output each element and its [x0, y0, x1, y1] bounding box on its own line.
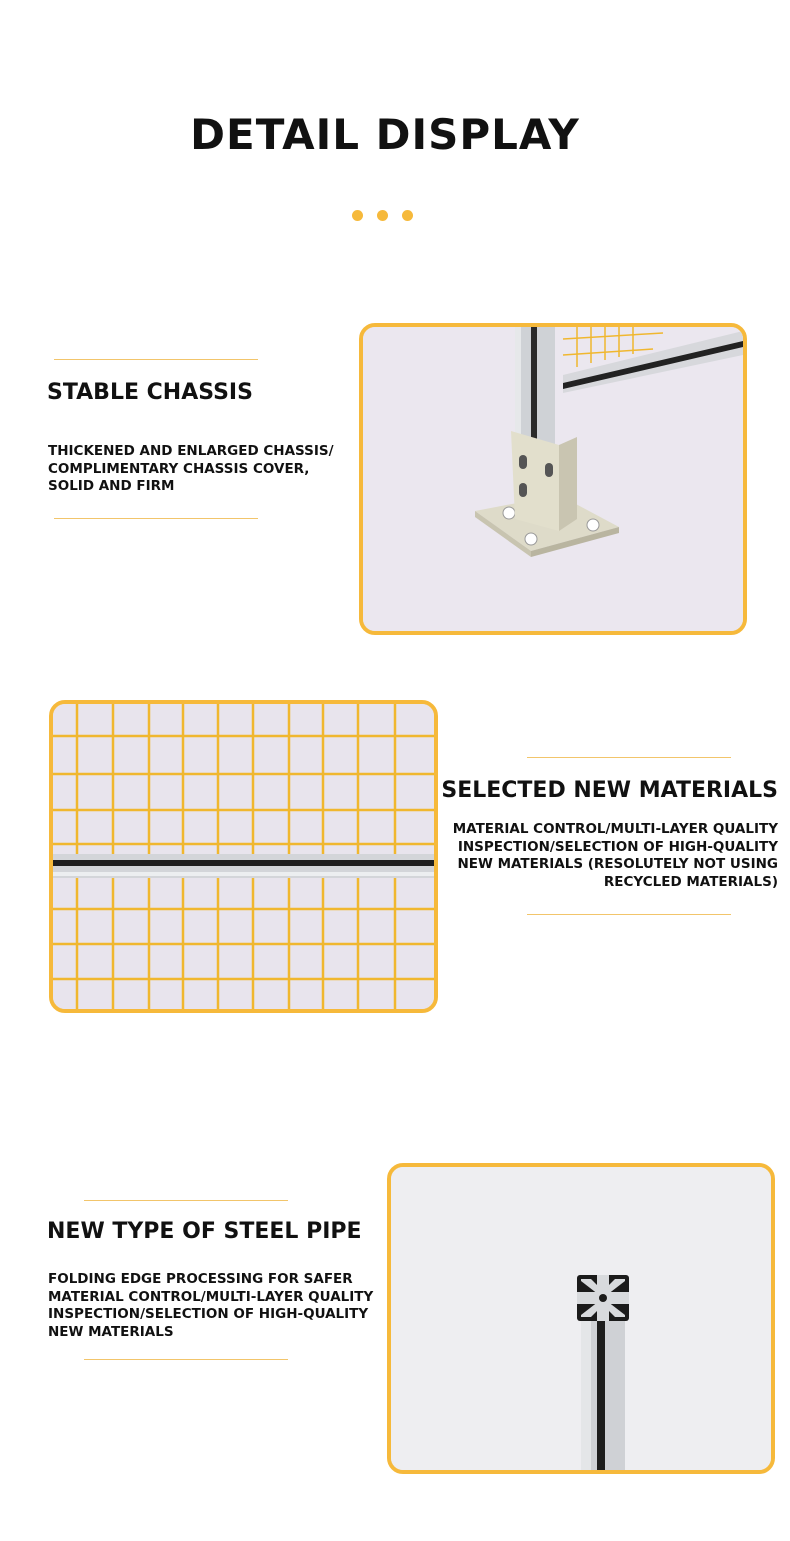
- dot-2: [377, 210, 388, 221]
- section-3-rule-bottom: [84, 1359, 288, 1360]
- section-2-rule-bottom: [527, 914, 731, 915]
- section-3-line-4: NEW MATERIALS: [48, 1323, 174, 1340]
- dot-1: [352, 210, 363, 221]
- section-3-description: [48, 1271, 373, 1341]
- section-3-line-3: INSPECTION/SELECTION OF HIGH-QUALITY: [48, 1306, 369, 1322]
- section-3-rule-top: [84, 1200, 288, 1201]
- dot-3: [402, 210, 413, 221]
- section-1-rule-bottom: [54, 518, 258, 519]
- section-3-line-2: MATERIAL CONTROL/MULTI-LAYER QUALITY: [48, 1288, 374, 1305]
- section-2-line-3: NEW MATERIALS (RESOLUTELY NOT USING: [457, 856, 778, 872]
- section-2-rule-top: [527, 757, 731, 758]
- mesh-photo: [49, 700, 438, 1013]
- page-title: DETAIL DISPLAY: [190, 110, 580, 159]
- section-1-description: [48, 443, 334, 496]
- section-3-heading: NEW TYPE OF STEEL PIPE: [47, 1219, 362, 1244]
- section-2-line-1: MATERIAL CONTROL/MULTI-LAYER QUALITY: [452, 821, 778, 837]
- steel-pipe-photo: [387, 1163, 775, 1474]
- section-1-rule-top: [54, 359, 258, 360]
- section-2-description: [453, 821, 778, 891]
- section-1-line-1: THICKENED AND ENLARGED CHASSIS/: [48, 443, 334, 459]
- section-2-line-2: INSPECTION/SELECTION OF HIGH-QUALITY: [457, 838, 778, 855]
- section-3-line-1: FOLDING EDGE PROCESSING FOR SAFER: [48, 1271, 353, 1287]
- section-2-heading: SELECTED NEW MATERIALS: [441, 778, 778, 803]
- section-1-heading: STABLE CHASSIS: [47, 380, 253, 405]
- chassis-photo: [359, 323, 747, 635]
- section-2-line-4: RECYCLED MATERIALS): [603, 873, 778, 890]
- section-1-line-3: SOLID AND FIRM: [48, 478, 175, 494]
- section-1-line-2: COMPLIMENTARY CHASSIS COVER,: [48, 460, 310, 477]
- title-dots: [352, 210, 413, 221]
